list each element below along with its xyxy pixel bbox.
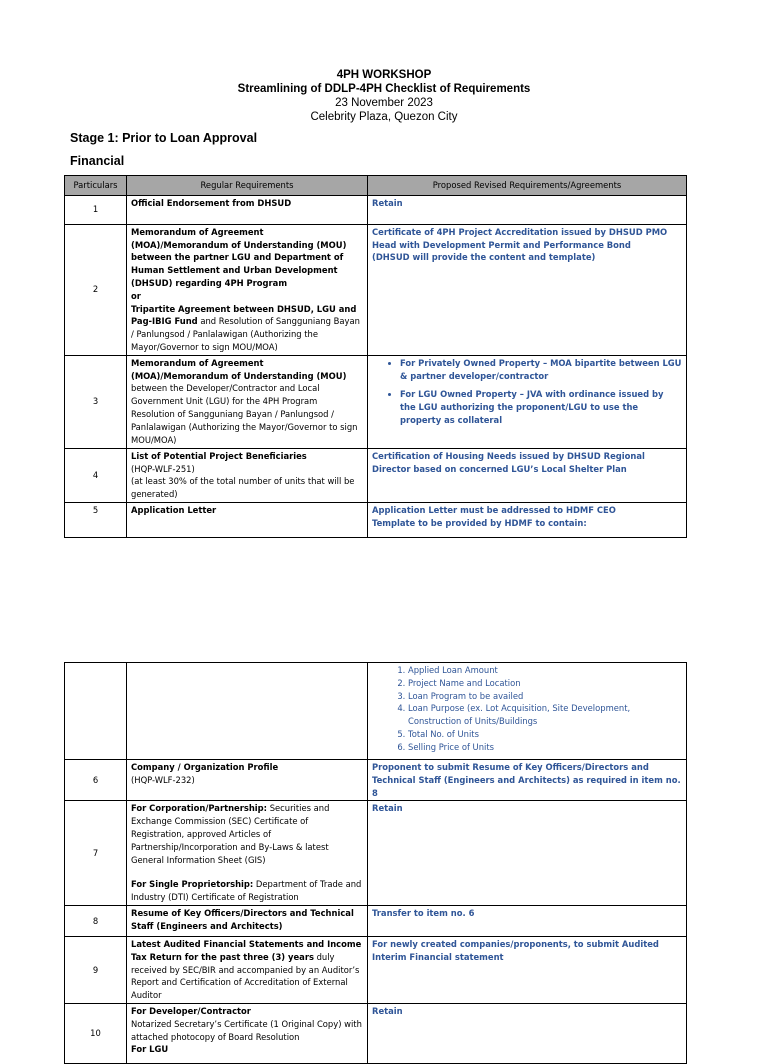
lgu-label: For LGU <box>131 1044 169 1055</box>
row-number: 10 <box>65 1003 127 1063</box>
row-number: 2 <box>65 224 127 355</box>
proposed-requirement: Retain <box>368 801 687 906</box>
or-text: or <box>131 290 141 301</box>
requirements-table-continued <box>64 662 687 1064</box>
profile-title: Company / Organization Profile <box>131 762 279 772</box>
table-row <box>65 195 687 224</box>
table-header-row <box>65 176 687 196</box>
stage-heading: Stage 1: Prior to Loan Approval <box>70 131 258 145</box>
requirements-table <box>64 175 687 538</box>
proposed-requirement <box>368 355 687 448</box>
regular-requirement <box>127 1003 368 1063</box>
proposed-requirement <box>368 663 687 760</box>
table-row <box>65 760 687 801</box>
row-number: 8 <box>65 905 127 936</box>
secretary-certificate-text: Notarized Secretary’s Certificate (1 Original Copy) with attached photocopy of Board Resolution <box>131 1018 362 1042</box>
proposed-requirement: For newly created companies/proponents, to submit Audited Interim Financial statement <box>368 936 687 1003</box>
moa-text: Memorandum of Agreement (MOA)/Memorandum of Understanding (MOU) <box>131 357 347 381</box>
row-number: 7 <box>65 801 127 906</box>
list-item: 6. Selling Price of Units <box>408 741 682 754</box>
table-row <box>65 502 687 537</box>
note-text: (at least 30% of the total number of units that will be generated) <box>131 476 355 500</box>
table-row <box>65 936 687 1003</box>
proposed-requirement: Certification of Housing Needs issued by DHSUD Regional Director based on concerned LGU’s Local Shelter Plan <box>368 448 687 502</box>
workshop-title: 4PH WORKSHOP <box>336 69 432 81</box>
table-row <box>65 224 687 355</box>
proposed-line: (DHSUD will provide the content and template) <box>372 252 596 263</box>
row-number: 3 <box>65 355 127 448</box>
proposed-requirement: Transfer to item no. 6 <box>368 905 687 936</box>
regular-requirement <box>127 663 368 760</box>
col-particulars: Particulars <box>65 176 127 196</box>
proprietorship-text: Department of Trade and Industry (DTI) Certificate of Registration <box>131 879 362 903</box>
proposed-line: Certificate of 4PH Project Accreditation issued by DHSUD PMO Head with Development Permit and Performance Bond <box>372 226 668 250</box>
moa-text: Memorandum of Agreement (MOA)/Memorandum of Understanding (MOU) between the partner LGU and Department of Human Settlement and Urban Development (DHSUD) regarding 4PH Program <box>131 226 347 288</box>
list-item: 5. Total No. of Units <box>408 728 682 741</box>
regular-requirement <box>127 760 368 801</box>
table-row <box>65 1003 687 1063</box>
table-row <box>65 355 687 448</box>
corporation-text: Securities and Exchange Commission (SEC) Certificate of Registration, approved Articles of Partnership/Incorporation and By-Laws & latest General Information Sheet (GIS) <box>131 803 330 865</box>
beneficiaries-title: List of Potential Project Beneficiaries <box>131 450 307 461</box>
resolution-text: and Resolution of Sangguniang Bayan / Panlungsod / Panlalawigan (Authorizing the Mayor/Governor to sign MOU/MOA) <box>131 316 360 352</box>
row-number: 5 <box>65 502 127 537</box>
proprietorship-label: For Single Proprietorship: <box>131 879 254 890</box>
row-number: 1 <box>65 195 127 224</box>
list-item: • For LGU Owned Property – JVA with ordinance issued by the LGU authorizing the proponent/LGU to use the property as collateral <box>400 388 682 426</box>
row-number: 4 <box>65 448 127 502</box>
tripartite-text: Tripartite Agreement between DHSUD, LGU and Pag-IBIG Fund <box>131 303 357 327</box>
list-item: 1. Applied Loan Amount <box>408 664 682 677</box>
table-row <box>65 801 687 906</box>
proposed-requirement: Retain <box>368 1003 687 1063</box>
section-heading: Financial <box>70 154 125 168</box>
numbered-list <box>372 664 682 754</box>
proposed-requirement: Proponent to submit Resume of Key Officers/Directors and Technical Staff (Engineers and Architects) as required in item no. 8 <box>368 760 687 801</box>
corporation-label: For Corporation/Partnership: <box>131 803 268 814</box>
financial-statements-text: duly received by SEC/BIR and accompanied by an Auditor’s Report and Certification of Accreditation of External Auditor <box>131 951 360 1001</box>
proposed-requirement: Retain <box>368 195 687 224</box>
regular-requirement <box>127 224 368 355</box>
form-code: (HQP-WLF-251) <box>131 463 195 474</box>
document-title: Streamlining of DDLP-4PH Checklist of Requirements <box>237 83 531 95</box>
bullet-list <box>372 357 682 427</box>
table-row <box>65 663 687 760</box>
list-item: 2. Project Name and Location <box>408 677 682 690</box>
table-row <box>65 905 687 936</box>
event-venue: Celebrity Plaza, Quezon City <box>310 111 458 123</box>
list-item: 3. Loan Program to be availed <box>408 690 682 703</box>
regular-requirement <box>127 936 368 1003</box>
regular-requirement: Application Letter <box>127 502 368 537</box>
financial-statements-title: Latest Audited Financial Statements and Income Tax Return for the past three (3) years <box>131 938 362 962</box>
row-number: 9 <box>65 936 127 1003</box>
event-date: 23 November 2023 <box>335 97 433 109</box>
proposed-requirement <box>368 502 687 537</box>
regular-requirement: Resume of Key Officers/Directors and Technical Staff (Engineers and Architects) <box>127 905 368 936</box>
table-row <box>65 448 687 502</box>
proposed-line: Application Letter must be addressed to HDMF CEO <box>372 504 616 515</box>
proposed-line: Template to be provided by HDMF to contain: <box>372 517 587 528</box>
list-item: • For Privately Owned Property – MOA bipartite between LGU & partner developer/contractor <box>400 357 682 383</box>
form-code: (HQP-WLF-232) <box>131 774 195 785</box>
regular-requirement <box>127 801 368 906</box>
row-number: 6 <box>65 760 127 801</box>
row-number <box>65 663 127 760</box>
moa-rest-text: between the Developer/Contractor and Local Government Unit (LGU) for the 4PH Program Resolution of Sangguniang Bayan / Panlungsod / Panlalawigan (Authorizing the Mayor/Governor to sign MOU/MOA) <box>131 383 358 445</box>
proposed-requirement <box>368 224 687 355</box>
document-header <box>0 68 768 124</box>
col-proposed: Proposed Revised Requirements/Agreements <box>368 176 687 196</box>
developer-label: For Developer/Contractor <box>131 1005 251 1016</box>
regular-requirement: Official Endorsement from DHSUD <box>127 195 368 224</box>
list-item: 4. Loan Purpose (ex. Lot Acquisition, Site Development, Construction of Units/Buildings <box>408 702 682 728</box>
regular-requirement <box>127 355 368 448</box>
regular-requirement <box>127 448 368 502</box>
col-regular: Regular Requirements <box>127 176 368 196</box>
